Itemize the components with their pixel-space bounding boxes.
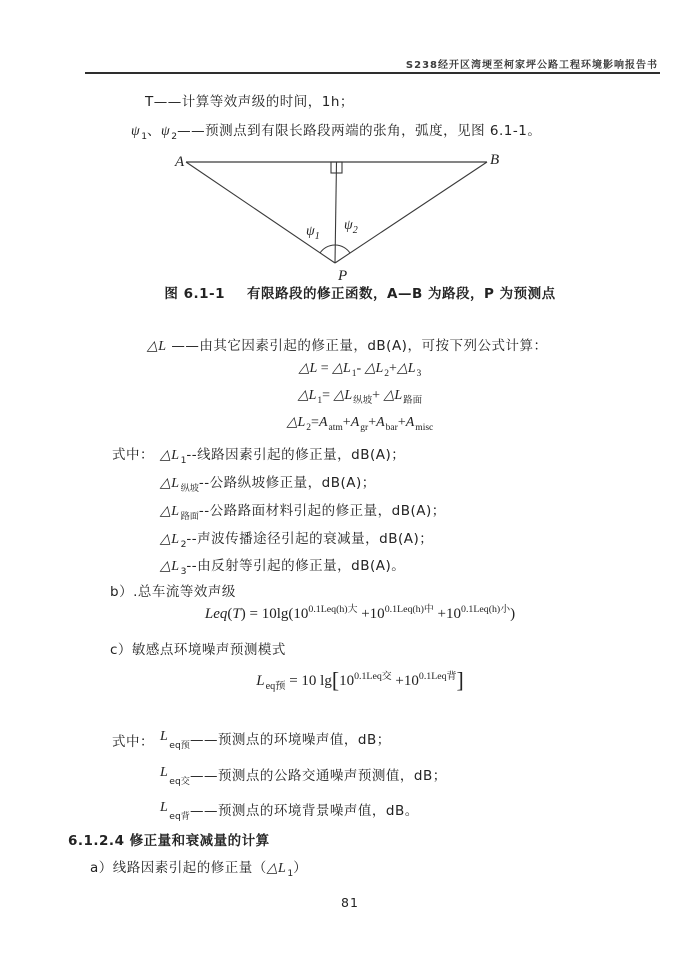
angle-label-psi2: $\psi_2$ <box>344 218 358 236</box>
term-deltaL-pavement: $\triangle L_{路面}--$公路路面材料引起的修正量，dB(A)； <box>160 503 446 522</box>
point-label-P: P <box>338 268 348 284</box>
header-rule <box>85 72 660 74</box>
term-deltaL2: $\triangle L_2--$声波传播途径引起的衰减量，dB(A)； <box>160 531 434 550</box>
term-leq-traffic: $L_{eq交}——$预测点的公路交通噪声预测值，dB； <box>160 765 447 787</box>
section-6124-heading: 6.1.2.4 修正量和衰减量的计算 <box>68 833 270 849</box>
angle-label-psi1: $\psi_1$ <box>306 224 320 242</box>
triangle-diagram <box>170 146 515 286</box>
point-label-B: B <box>490 152 500 168</box>
line-BP <box>335 162 487 263</box>
formula-deltaL2: $\triangle L_2=A_{atm}+A_{gr}+A_{bar}+A_{misc}$ <box>286 415 434 433</box>
term-deltaL-slope: $\triangle L_{纵坡}--$公路纵坡修正量，dB(A)； <box>160 475 376 494</box>
point-label-A: A <box>175 154 185 170</box>
page-number: 81 <box>341 895 359 910</box>
figure-caption <box>85 282 635 302</box>
term-deltaL1: $\triangle L_1--$线路因素引起的修正量，dB(A)； <box>160 447 406 466</box>
figure-caption-text: 有限路段的修正函数，A—B 为路段，P 为预测点 <box>247 286 556 302</box>
formula-leq-total: $Leq(T) = 10\lg(10^{0.1Leq(h)大} +10^{0.1Leq(h)中} +10^{0.1Leq(h)小})$ <box>204 604 516 622</box>
term-leq-pred: $L_{eq预}——$预测点的环境噪声值，dB； <box>160 729 391 751</box>
line-AP <box>186 162 335 263</box>
definition-line-psi: $\psi_1$、$\psi_2——$预测点到有限长路段两端的张角，弧度，见图 6.1-1。 <box>131 123 542 142</box>
perpendicular-line <box>335 162 337 263</box>
definition-line-T: T——计算等效声级的时间，1h； <box>145 94 354 110</box>
term-leq-background: $L_{eq背}——$预测点的环境背景噪声值，dB。 <box>160 800 419 822</box>
formula-leq-sensitive: $L_{eq预} = 10$ $\lg[10^{0.1Leq交} +10^{0.1Leq背}]$ <box>256 668 464 693</box>
figure-caption-number: 图 6.1-1 <box>164 286 226 302</box>
section-b-heading: b）.总车流等效声级 <box>110 584 236 600</box>
report-header-title: S238经开区湾埂至柯家坪公路工程环境影响报告书 <box>405 60 658 71</box>
section-6124-item-a: a）线路因素引起的修正量$(\triangle L_1)$ <box>90 860 308 879</box>
figure-6-1-1 <box>170 146 515 286</box>
where-label-2: 式中： <box>112 734 154 750</box>
formula-deltaL-total: △L = $\triangle L_1-$ $\triangle L_2+\triangle L_3$ <box>298 361 422 379</box>
deltaL-intro-line: △L ——由其它因素引起的修正量，dB(A)，可按下列公式计算： <box>147 338 548 354</box>
where-label-1: 式中： <box>112 447 154 463</box>
formula-deltaL1: $\triangle L_1=$ $\triangle L_{纵坡}+$ $\triangle L_{路面}$ <box>297 388 423 406</box>
section-c-heading: c）敏感点环境噪声预测模式 <box>110 642 286 658</box>
term-deltaL3: $\triangle L_3--$由反射等引起的修正量，dB(A)。 <box>160 558 406 577</box>
